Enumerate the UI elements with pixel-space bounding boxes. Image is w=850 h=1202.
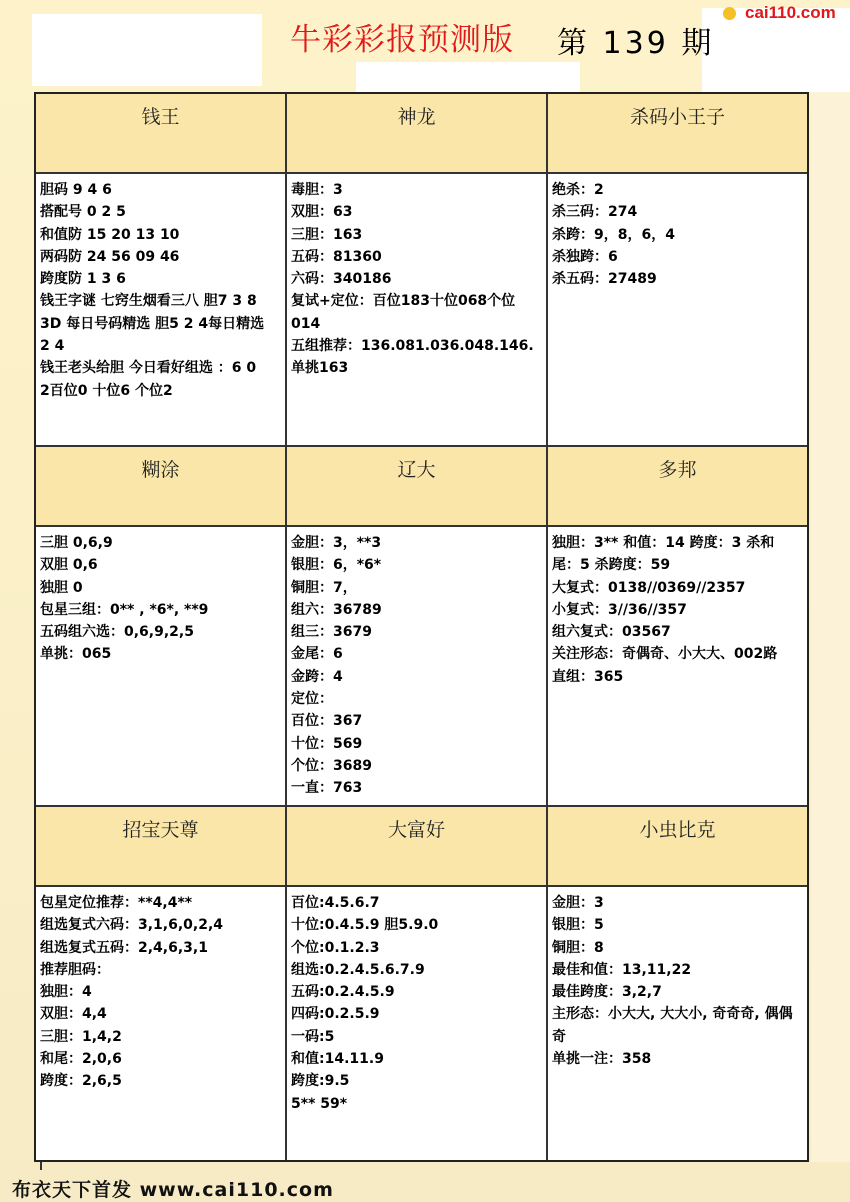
predictor-name: 杀码小王子 [548, 94, 807, 174]
predictor-panel [287, 94, 548, 447]
prediction-line: 五码：81360 [291, 248, 382, 265]
header-blank-mid [356, 62, 580, 92]
prediction-line: 杀独跨：6 [552, 248, 618, 265]
prediction-body [548, 887, 807, 1160]
prediction-line: 独胆 0 [40, 579, 83, 596]
prediction-line: 独胆：3** 和值：14 跨度：3 杀和 [552, 535, 775, 551]
bottom-tick [40, 1162, 42, 1170]
prediction-line: 金胆：3 [552, 895, 604, 911]
prediction-line: 五码:0.2.4.5.9 [291, 984, 395, 1001]
prediction-line: 钱王老头给胆 今日看好组选 ：6 0 [40, 360, 257, 377]
prediction-line: 个位：3689 [291, 757, 372, 774]
prediction-line: 包星定位推荐：**4,4** [40, 895, 193, 911]
prediction-line: 百位:4.5.6.7 [291, 895, 380, 911]
prediction-line: 定位： [291, 691, 333, 708]
prediction-line: 跨度防 1 3 6 [40, 271, 126, 288]
prediction-line: 三胆：1,4,2 [40, 1028, 122, 1045]
prediction-line: 铜胆：7， [291, 579, 357, 596]
prediction-line: 单挑163 [291, 360, 349, 377]
predictor-panel [287, 807, 548, 1160]
prediction-line: 复试+定位：百位183十位068个位 [291, 293, 516, 310]
prediction-line: 五组推荐：136.081.036.048.146. [291, 338, 534, 355]
issue-number: 第 139 期 [557, 26, 715, 61]
prediction-line: 银胆：6，*6* [291, 557, 382, 574]
predictor-name: 神龙 [287, 94, 546, 174]
prediction-line: 跨度:9.5 [291, 1073, 350, 1090]
prediction-line: 最佳和值：13,11,22 [552, 961, 692, 978]
site-logo[interactable] [745, 3, 836, 23]
prediction-line: 3D 每日号码精选 胆5 2 4每日精选 [40, 315, 265, 332]
prediction-line: 金胆：3，**3 [291, 535, 382, 551]
prediction-line: 和值:14.11.9 [291, 1051, 384, 1068]
prediction-line: 金跨：4 [291, 668, 343, 685]
prediction-line: 个位:0.1.2.3 [291, 939, 380, 956]
prediction-line: 三胆：163 [291, 226, 363, 243]
prediction-line: 杀五码：27489 [552, 271, 657, 288]
prediction-line: 组三：3679 [291, 624, 372, 641]
prediction-line: 四码:0.2.5.9 [291, 1006, 380, 1023]
prediction-line: 铜胆：8 [552, 939, 604, 956]
prediction-line: 组选:0.2.4.5.6.7.9 [291, 961, 425, 978]
prediction-body [36, 527, 285, 805]
prediction-line: 一码:5 [291, 1028, 335, 1045]
site-name: cai110.com [745, 3, 836, 22]
page-title: 牛彩彩报预测版 [290, 22, 514, 58]
header-blank-left [32, 14, 262, 86]
prediction-line: 主形态：小大大, 大大小, 奇奇奇, 偶偶 [552, 1006, 793, 1023]
prediction-line: 两码防 24 56 09 46 [40, 248, 180, 265]
prediction-line: 2 4 [40, 338, 65, 355]
predictor-name: 大富好 [287, 807, 546, 887]
predictor-name: 辽大 [287, 447, 546, 527]
predictor-panel [36, 807, 287, 1160]
prediction-line: 三胆 0,6,9 [40, 535, 113, 551]
prediction-line: 组六：36789 [291, 601, 382, 618]
prediction-line: 绝杀：2 [552, 182, 604, 198]
predictor-name: 多邦 [548, 447, 807, 527]
logo-dot-icon [723, 7, 736, 20]
prediction-line: 包星三组：0** , *6*, **9 [40, 601, 209, 618]
prediction-line: 毒胆：3 [291, 182, 343, 198]
prediction-line: 独胆：4 [40, 984, 92, 1001]
predictor-panel [36, 94, 287, 447]
prediction-line: 杀跨：9，8，6，4 [552, 226, 675, 243]
prediction-line: 双胆：63 [291, 204, 353, 221]
prediction-line: 组选复式六码：3,1,6,0,2,4 [40, 917, 224, 934]
prediction-line: 最佳跨度：3,2,7 [552, 984, 662, 1001]
prediction-body [287, 174, 546, 445]
predictor-panel [548, 94, 807, 447]
predictor-panel [548, 447, 807, 807]
prediction-line: 直组：365 [552, 668, 624, 685]
prediction-line: 5** 59* [291, 1095, 348, 1112]
prediction-body [548, 527, 807, 805]
prediction-line: 2百位0 十位6 个位2 [40, 382, 173, 399]
prediction-line: 单挑一注：358 [552, 1051, 652, 1068]
prediction-line: 跨度：2,6,5 [40, 1073, 122, 1090]
prediction-line: 十位:0.4.5.9 胆5.9.0 [291, 917, 439, 934]
predictor-panel [36, 447, 287, 807]
prediction-body [287, 887, 546, 1160]
prediction-grid [34, 92, 809, 1162]
prediction-line: 和值防 15 20 13 10 [40, 226, 180, 243]
prediction-line: 搭配号 0 2 5 [40, 204, 126, 221]
prediction-line: 胆码 9 4 6 [40, 182, 112, 198]
right-margin [811, 92, 850, 1162]
prediction-line: 尾：5 杀跨度：59 [552, 557, 671, 574]
prediction-line: 小复式：3//36//357 [552, 601, 687, 618]
prediction-line: 和尾：2,0,6 [40, 1051, 122, 1068]
predictor-panel [287, 447, 548, 807]
prediction-line: 组选复式五码：2,4,6,3,1 [40, 939, 208, 956]
prediction-line: 银胆：5 [552, 917, 604, 934]
prediction-line: 关注形态：奇偶奇、小大大、002路 [552, 646, 778, 663]
predictor-panel [548, 807, 807, 1160]
prediction-line: 大复式：0138//0369//2357 [552, 579, 746, 596]
footer-text: 布衣天下首发 www.cai110.com [12, 1179, 334, 1201]
prediction-line: 百位：367 [291, 713, 363, 730]
prediction-line: 组六复式：03567 [552, 624, 671, 641]
prediction-line: 单挑：065 [40, 646, 112, 663]
predictor-name: 小虫比克 [548, 807, 807, 887]
prediction-body [36, 887, 285, 1160]
predictor-name: 招宝天尊 [36, 807, 285, 887]
prediction-line: 金尾：6 [291, 646, 343, 663]
predictor-name: 糊涂 [36, 447, 285, 527]
prediction-line: 钱王字谜 七窍生烟看三八 胆7 3 8 [40, 293, 257, 310]
prediction-line: 五码组六选：0,6,9,2,5 [40, 624, 194, 641]
prediction-line: 奇 [552, 1028, 566, 1045]
predictor-name: 钱王 [36, 94, 285, 174]
prediction-line: 双胆：4,4 [40, 1006, 107, 1023]
prediction-line: 推荐胆码： [40, 961, 110, 978]
prediction-line: 杀三码：274 [552, 204, 638, 221]
prediction-body [36, 174, 285, 445]
prediction-line: 双胆 0,6 [40, 557, 98, 574]
prediction-body [287, 527, 546, 805]
prediction-line: 一直：763 [291, 780, 363, 797]
prediction-line: 十位：569 [291, 735, 363, 752]
prediction-body [548, 174, 807, 445]
prediction-line: 014 [291, 315, 321, 332]
prediction-line: 六码：340186 [291, 271, 392, 288]
